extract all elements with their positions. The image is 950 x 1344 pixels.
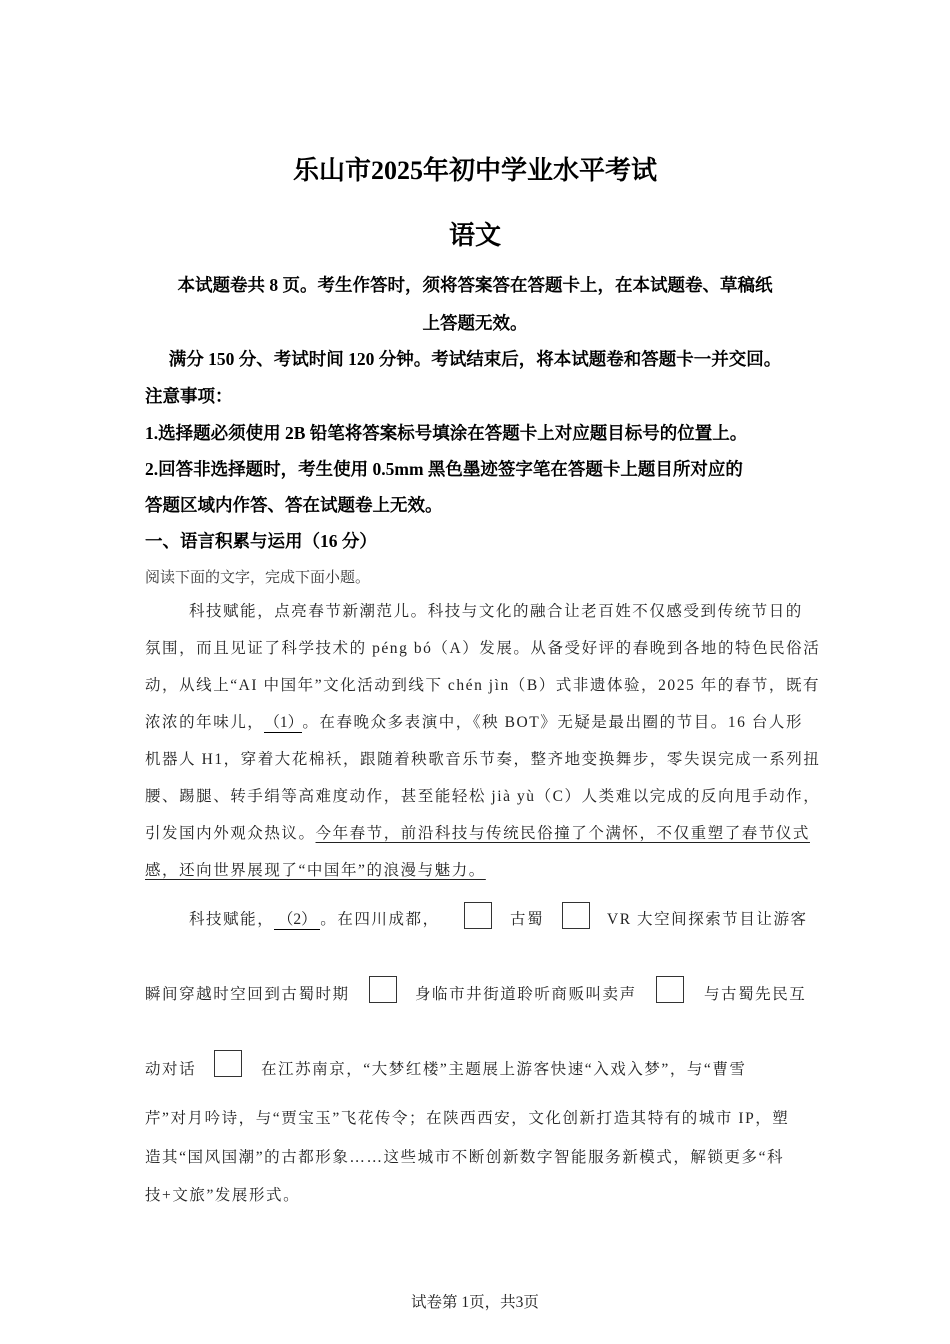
passage-text: 引发国内外观众热议。 [145,825,316,842]
section-heading: 一、语言积累与运用（16 分） [145,531,377,551]
passage-text: 在江苏南京，“大梦红楼”主题展上游客快速“入戏入梦”，与“曹雪 [261,1061,747,1078]
passage-text: 。在春晚众多表演中，《秧 BOT》无疑是最出圈的节目。16 台人形 [302,714,804,731]
notice-item-2b: 答题区域内作答、答在试题卷上无效。 [145,495,443,515]
section-prompt: 阅读下面的文字，完成下面小题。 [145,570,371,586]
passage-text: 与古蜀先民互 [704,986,807,1003]
passage-text: 古蜀 [510,911,545,928]
passage-line-2: 氛围，而且见证了科学技术的 péng bó（A）发展。从备受好评的春晚到各地的特色民俗活 [145,640,821,657]
answer-box-2[interactable] [562,902,590,929]
passage-line-6: 腰、踢腿、转手绢等高难度动作，甚至能轻松 jià yù（C）人类难以完成的反向甩手动作， [145,788,821,805]
blank-2: （2） [274,911,320,930]
page-footer: 试卷第 1页，共3页 [411,1294,539,1311]
instruction-line-3: 满分 150 分、考试时间 120 分钟。考试结束后，将本试题卷和答题卡一并交回。 [168,349,782,369]
exam-title: 乐山市2025年初中学业水平考试 [292,156,657,185]
passage-text: 身临市井街道聆听商贩叫卖声 [415,986,637,1003]
passage-text: 科技赋能， [189,911,275,928]
instruction-line-1: 本试题卷共 8 页。考生作答时，须将答案答在答题卡上，在本试题卷、草稿纸 [177,275,773,295]
passage-line-5: 机器人 H1，穿着大花棉袄，跟随着秧歌音乐节奏，整齐地变换舞步，零失误完成一系列扭 [145,751,821,768]
blank-1: （1） [264,714,304,731]
passage2-line-1 [189,907,440,930]
notice-heading: 注意事项： [145,386,233,406]
passage-line-1: 科技赋能，点亮春节新潮范儿。科技与文化的融合让老百姓不仅感受到传统节日的 [189,603,803,620]
passage-line-3: 动，从线上“AI 中国年”文化活动到线下 chén jìn（B）式非遗体验，2025 年的春节，既有 [145,677,821,694]
passage-text: 浓浓的年味儿， [145,714,265,731]
answer-box-3[interactable] [369,976,397,1003]
passage2-line-6: 技+文旅”发展形式。 [145,1187,301,1204]
passage2-line-5: 造其“国风国潮”的古都形象……这些城市不断创新数字智能服务新模式，解锁更多“科 [145,1149,785,1166]
passage-text: VR 大空间探索节目让游客 [607,911,808,928]
passage-line-7 [145,821,810,843]
notice-item-1: 1.选择题必须使用 2B 铅笔将答案标号填涂在答题卡上对应题目标号的位置上。 [145,423,748,443]
answer-box-4[interactable] [656,976,684,1003]
passage-text: 。在四川成都， [320,911,440,928]
instruction-line-2: 上答题无效。 [422,313,528,333]
notice-item-2a: 2.回答非选择题时，考生使用 0.5mm 黑色墨迹签字笔在答题卡上题目所对应的 [145,459,743,479]
subject-title: 语文 [448,221,501,250]
underlined-sentence-part-2: 感，还向世界展现了“中国年”的浪漫与魅力。 [145,862,486,879]
passage-line-4 [145,710,803,733]
answer-box-1[interactable] [464,902,492,929]
underlined-sentence-part-1: 今年春节，前沿科技与传统民俗撞了个满怀，不仅重塑了春节仪式 [315,825,810,842]
passage-text: 瞬间穿越时空回到古蜀时期 [145,986,350,1003]
passage2-line-4: 芹”对月吟诗，与“贾宝玉”飞花传令；在陕西西安，文化创新打造其特有的城市 IP，塑 [145,1110,790,1127]
answer-box-5[interactable] [214,1050,242,1077]
passage-text: 动对话 [145,1061,197,1078]
